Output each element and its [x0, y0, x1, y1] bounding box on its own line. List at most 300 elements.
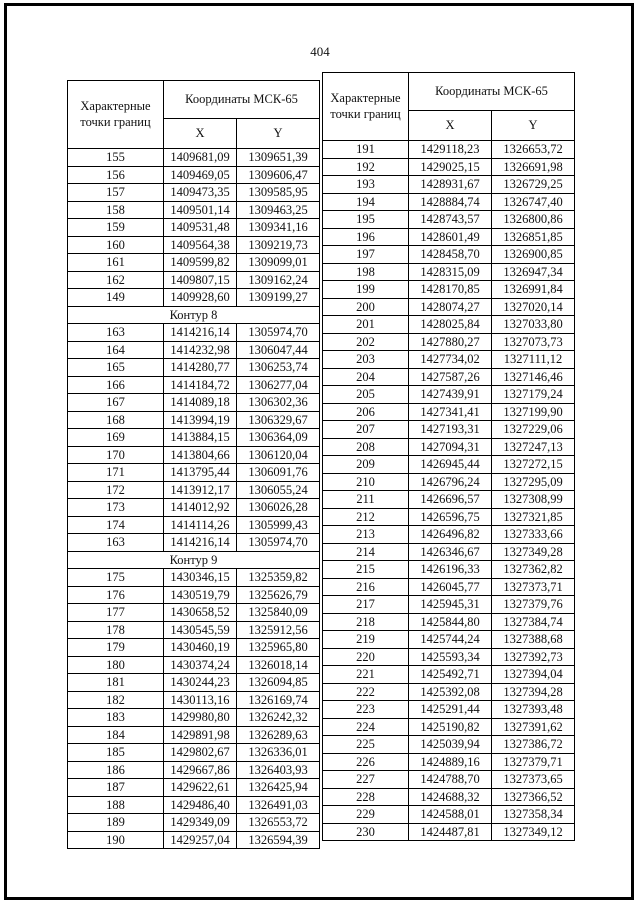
y-cell: 1306277,04	[237, 376, 320, 394]
x-cell: 1428458,70	[409, 246, 492, 264]
y-cell: 1327146,46	[492, 368, 575, 386]
table-row	[323, 596, 575, 614]
point-cell: 200	[323, 298, 409, 316]
x-cell: 1409469,05	[164, 166, 237, 184]
point-cell: 164	[68, 341, 164, 359]
table-row	[323, 438, 575, 456]
point-cell: 217	[323, 596, 409, 614]
y-cell: 1327358,34	[492, 806, 575, 824]
x-cell: 1409531,48	[164, 219, 237, 237]
y-cell: 1309162,24	[237, 271, 320, 289]
y-cell: 1327349,12	[492, 823, 575, 841]
header-points: Характерные точки границ	[323, 73, 409, 141]
point-cell: 160	[68, 236, 164, 254]
y-cell: 1327333,66	[492, 526, 575, 544]
y-cell: 1327391,62	[492, 718, 575, 736]
point-cell: 175	[68, 569, 164, 587]
point-cell: 201	[323, 316, 409, 334]
y-cell: 1325840,09	[237, 604, 320, 622]
table-row	[323, 141, 575, 159]
x-cell: 1427341,41	[409, 403, 492, 421]
table-row	[323, 473, 575, 491]
x-cell: 1414089,18	[164, 394, 237, 412]
header-y: Y	[237, 119, 320, 149]
point-cell: 218	[323, 613, 409, 631]
point-cell: 189	[68, 814, 164, 832]
x-cell: 1414232,98	[164, 341, 237, 359]
y-cell: 1327373,71	[492, 578, 575, 596]
table-row	[323, 456, 575, 474]
y-cell: 1326947,34	[492, 263, 575, 281]
x-cell: 1414216,14	[164, 534, 237, 552]
table-row	[323, 823, 575, 841]
point-cell: 180	[68, 656, 164, 674]
y-cell: 1327179,24	[492, 386, 575, 404]
header-points: Характерные точки границ	[68, 81, 164, 149]
y-cell: 1326747,40	[492, 193, 575, 211]
table-row	[323, 421, 575, 439]
table-row	[68, 289, 320, 307]
contour-label: Контур 9	[68, 551, 320, 569]
x-cell: 1427094,31	[409, 438, 492, 456]
point-cell: 197	[323, 246, 409, 264]
x-cell: 1424688,32	[409, 788, 492, 806]
table-row	[323, 403, 575, 421]
y-cell: 1309099,01	[237, 254, 320, 272]
table-row	[68, 481, 320, 499]
point-cell: 226	[323, 753, 409, 771]
table-row	[68, 464, 320, 482]
x-cell: 1425593,34	[409, 648, 492, 666]
header-coordinates: Координаты МСК-65	[164, 81, 320, 119]
table-row	[68, 621, 320, 639]
y-cell: 1306091,76	[237, 464, 320, 482]
point-cell: 149	[68, 289, 164, 307]
x-cell: 1409928,60	[164, 289, 237, 307]
x-cell: 1430658,52	[164, 604, 237, 622]
x-cell: 1426045,77	[409, 578, 492, 596]
y-cell: 1326242,32	[237, 709, 320, 727]
point-cell: 194	[323, 193, 409, 211]
x-cell: 1424889,16	[409, 753, 492, 771]
x-cell: 1414114,26	[164, 516, 237, 534]
x-cell: 1430545,59	[164, 621, 237, 639]
y-cell: 1309606,47	[237, 166, 320, 184]
point-cell: 210	[323, 473, 409, 491]
point-cell: 193	[323, 176, 409, 194]
table-row	[68, 831, 320, 849]
y-cell: 1326594,39	[237, 831, 320, 849]
y-cell: 1327388,68	[492, 631, 575, 649]
x-cell: 1427880,27	[409, 333, 492, 351]
point-cell: 184	[68, 726, 164, 744]
x-cell: 1409564,38	[164, 236, 237, 254]
x-cell: 1428931,67	[409, 176, 492, 194]
y-cell: 1326403,93	[237, 761, 320, 779]
y-cell: 1327373,65	[492, 771, 575, 789]
header-x: X	[409, 111, 492, 141]
table-row	[68, 201, 320, 219]
point-cell: 205	[323, 386, 409, 404]
y-cell: 1309585,95	[237, 184, 320, 202]
y-cell: 1327393,48	[492, 701, 575, 719]
y-cell: 1305974,70	[237, 534, 320, 552]
point-cell: 171	[68, 464, 164, 482]
table-row	[323, 683, 575, 701]
table-row	[323, 666, 575, 684]
y-cell: 1326991,84	[492, 281, 575, 299]
x-cell: 1430374,24	[164, 656, 237, 674]
y-cell: 1327272,15	[492, 456, 575, 474]
point-cell: 228	[323, 788, 409, 806]
point-cell: 170	[68, 446, 164, 464]
y-cell: 1327111,12	[492, 351, 575, 369]
table-row	[68, 324, 320, 342]
y-cell: 1327229,06	[492, 421, 575, 439]
table-row	[68, 341, 320, 359]
y-cell: 1306329,67	[237, 411, 320, 429]
table-row	[68, 359, 320, 377]
table-row	[323, 526, 575, 544]
x-cell: 1429802,67	[164, 744, 237, 762]
point-cell: 157	[68, 184, 164, 202]
y-cell: 1305974,70	[237, 324, 320, 342]
table-row	[323, 351, 575, 369]
x-cell: 1428884,74	[409, 193, 492, 211]
x-cell: 1413795,44	[164, 464, 237, 482]
x-cell: 1409807,15	[164, 271, 237, 289]
x-cell: 1425744,24	[409, 631, 492, 649]
point-cell: 186	[68, 761, 164, 779]
y-cell: 1306026,28	[237, 499, 320, 517]
table-row	[68, 271, 320, 289]
page-number: 404	[310, 44, 330, 59]
table-row	[68, 656, 320, 674]
x-cell: 1427193,31	[409, 421, 492, 439]
x-cell: 1430346,15	[164, 569, 237, 587]
y-cell: 1327384,74	[492, 613, 575, 631]
x-cell: 1428025,84	[409, 316, 492, 334]
table-row	[323, 211, 575, 229]
x-cell: 1430519,79	[164, 586, 237, 604]
coordinates-table-left	[67, 80, 320, 849]
x-cell: 1428315,09	[409, 263, 492, 281]
y-cell: 1306302,36	[237, 394, 320, 412]
point-cell: 181	[68, 674, 164, 692]
y-cell: 1327394,04	[492, 666, 575, 684]
y-cell: 1309199,27	[237, 289, 320, 307]
table-row	[68, 376, 320, 394]
table-row	[323, 631, 575, 649]
point-cell: 202	[323, 333, 409, 351]
y-cell: 1327386,72	[492, 736, 575, 754]
table-row	[68, 184, 320, 202]
table-row	[68, 604, 320, 622]
table-row	[323, 648, 575, 666]
x-cell: 1409599,82	[164, 254, 237, 272]
point-cell: 199	[323, 281, 409, 299]
y-cell: 1326800,86	[492, 211, 575, 229]
point-cell: 208	[323, 438, 409, 456]
point-cell: 203	[323, 351, 409, 369]
point-cell: 178	[68, 621, 164, 639]
table-row	[323, 561, 575, 579]
point-cell: 156	[68, 166, 164, 184]
table-row	[323, 701, 575, 719]
point-cell: 222	[323, 683, 409, 701]
x-cell: 1430460,19	[164, 639, 237, 657]
x-cell: 1425945,31	[409, 596, 492, 614]
y-cell: 1327392,73	[492, 648, 575, 666]
point-cell: 204	[323, 368, 409, 386]
table-row	[323, 228, 575, 246]
header-x: X	[164, 119, 237, 149]
y-cell: 1306120,04	[237, 446, 320, 464]
y-cell: 1326553,72	[237, 814, 320, 832]
table-row	[68, 516, 320, 534]
y-cell: 1327295,09	[492, 473, 575, 491]
point-cell: 172	[68, 481, 164, 499]
point-cell: 183	[68, 709, 164, 727]
x-cell: 1429622,61	[164, 779, 237, 797]
x-cell: 1426696,57	[409, 491, 492, 509]
y-cell: 1327199,90	[492, 403, 575, 421]
table-row	[68, 429, 320, 447]
point-cell: 192	[323, 158, 409, 176]
y-cell: 1327366,52	[492, 788, 575, 806]
x-cell: 1424487,81	[409, 823, 492, 841]
y-cell: 1306253,74	[237, 359, 320, 377]
table-row	[68, 499, 320, 517]
y-cell: 1327073,73	[492, 333, 575, 351]
point-cell: 173	[68, 499, 164, 517]
y-cell: 1325359,82	[237, 569, 320, 587]
header-coordinates: Координаты МСК-65	[409, 73, 575, 111]
point-cell: 206	[323, 403, 409, 421]
table-row	[323, 263, 575, 281]
table-row	[68, 744, 320, 762]
y-cell: 1327321,85	[492, 508, 575, 526]
y-cell: 1309219,73	[237, 236, 320, 254]
y-cell: 1326729,25	[492, 176, 575, 194]
point-cell: 230	[323, 823, 409, 841]
table-row	[68, 534, 320, 552]
x-cell: 1426596,75	[409, 508, 492, 526]
x-cell: 1428074,27	[409, 298, 492, 316]
y-cell: 1327247,13	[492, 438, 575, 456]
table-row	[323, 193, 575, 211]
point-cell: 219	[323, 631, 409, 649]
x-cell: 1429118,23	[409, 141, 492, 159]
table-row	[323, 508, 575, 526]
y-cell: 1327394,28	[492, 683, 575, 701]
x-cell: 1429486,40	[164, 796, 237, 814]
y-cell: 1326289,63	[237, 726, 320, 744]
y-cell: 1327379,76	[492, 596, 575, 614]
x-cell: 1409681,09	[164, 149, 237, 167]
point-cell: 163	[68, 534, 164, 552]
y-cell: 1326491,03	[237, 796, 320, 814]
x-cell: 1427734,02	[409, 351, 492, 369]
y-cell: 1326851,85	[492, 228, 575, 246]
table-row	[323, 806, 575, 824]
point-cell: 166	[68, 376, 164, 394]
point-cell: 207	[323, 421, 409, 439]
table-row	[323, 788, 575, 806]
table-row	[68, 586, 320, 604]
y-cell: 1326169,74	[237, 691, 320, 709]
x-cell: 1427587,26	[409, 368, 492, 386]
table-row	[68, 639, 320, 657]
point-cell: 215	[323, 561, 409, 579]
table-row	[323, 771, 575, 789]
table-row	[68, 569, 320, 587]
x-cell: 1426796,24	[409, 473, 492, 491]
y-cell: 1325626,79	[237, 586, 320, 604]
x-cell: 1424588,01	[409, 806, 492, 824]
table-row	[68, 709, 320, 727]
y-cell: 1326425,94	[237, 779, 320, 797]
x-cell: 1426945,44	[409, 456, 492, 474]
point-cell: 212	[323, 508, 409, 526]
point-cell: 158	[68, 201, 164, 219]
table-body-right	[323, 141, 575, 841]
x-cell: 1425190,82	[409, 718, 492, 736]
table-body-left	[68, 149, 320, 849]
table-row	[323, 158, 575, 176]
point-cell: 177	[68, 604, 164, 622]
x-cell: 1414184,72	[164, 376, 237, 394]
table-row	[68, 796, 320, 814]
y-cell: 1326653,72	[492, 141, 575, 159]
point-cell: 191	[323, 141, 409, 159]
point-cell: 162	[68, 271, 164, 289]
table-row	[68, 254, 320, 272]
x-cell: 1429667,86	[164, 761, 237, 779]
point-cell: 190	[68, 831, 164, 849]
point-cell: 225	[323, 736, 409, 754]
header-y: Y	[492, 111, 575, 141]
table-row	[323, 613, 575, 631]
y-cell: 1327308,99	[492, 491, 575, 509]
x-cell: 1428170,85	[409, 281, 492, 299]
y-cell: 1306364,09	[237, 429, 320, 447]
table-row	[68, 814, 320, 832]
coordinates-table-right	[322, 72, 575, 841]
table-row	[68, 219, 320, 237]
point-cell: 195	[323, 211, 409, 229]
point-cell: 159	[68, 219, 164, 237]
point-cell: 221	[323, 666, 409, 684]
point-cell: 188	[68, 796, 164, 814]
point-cell: 179	[68, 639, 164, 657]
y-cell: 1326018,14	[237, 656, 320, 674]
x-cell: 1413912,17	[164, 481, 237, 499]
x-cell: 1426346,67	[409, 543, 492, 561]
y-cell: 1327379,71	[492, 753, 575, 771]
x-cell: 1409473,35	[164, 184, 237, 202]
y-cell: 1327362,82	[492, 561, 575, 579]
y-cell: 1325912,56	[237, 621, 320, 639]
point-cell: 187	[68, 779, 164, 797]
x-cell: 1424788,70	[409, 771, 492, 789]
contour-row	[68, 306, 320, 324]
x-cell: 1425844,80	[409, 613, 492, 631]
table-row	[323, 333, 575, 351]
table-row	[323, 386, 575, 404]
table-row	[323, 753, 575, 771]
table-row	[323, 316, 575, 334]
point-cell: 161	[68, 254, 164, 272]
table-row	[323, 368, 575, 386]
y-cell: 1309651,39	[237, 149, 320, 167]
table-row	[68, 411, 320, 429]
point-cell: 224	[323, 718, 409, 736]
y-cell: 1325965,80	[237, 639, 320, 657]
y-cell: 1326094,85	[237, 674, 320, 692]
x-cell: 1426496,82	[409, 526, 492, 544]
y-cell: 1327020,14	[492, 298, 575, 316]
contour-label: Контур 8	[68, 306, 320, 324]
table-row	[68, 761, 320, 779]
point-cell: 185	[68, 744, 164, 762]
x-cell: 1429891,98	[164, 726, 237, 744]
y-cell: 1306047,44	[237, 341, 320, 359]
y-cell: 1309463,25	[237, 201, 320, 219]
table-row	[68, 166, 320, 184]
point-cell: 213	[323, 526, 409, 544]
x-cell: 1430113,16	[164, 691, 237, 709]
point-cell: 216	[323, 578, 409, 596]
table-row	[68, 394, 320, 412]
point-cell: 227	[323, 771, 409, 789]
x-cell: 1413994,19	[164, 411, 237, 429]
point-cell: 229	[323, 806, 409, 824]
point-cell: 174	[68, 516, 164, 534]
table-row	[68, 149, 320, 167]
x-cell: 1413804,66	[164, 446, 237, 464]
point-cell: 167	[68, 394, 164, 412]
table-row	[323, 246, 575, 264]
table-row	[323, 578, 575, 596]
table-row	[68, 726, 320, 744]
x-cell: 1428743,57	[409, 211, 492, 229]
y-cell: 1306055,24	[237, 481, 320, 499]
x-cell: 1413884,15	[164, 429, 237, 447]
table-row	[68, 236, 320, 254]
table-row	[323, 491, 575, 509]
contour-row	[68, 551, 320, 569]
y-cell: 1309341,16	[237, 219, 320, 237]
y-cell: 1326336,01	[237, 744, 320, 762]
y-cell: 1327349,28	[492, 543, 575, 561]
x-cell: 1429257,04	[164, 831, 237, 849]
x-cell: 1425392,08	[409, 683, 492, 701]
x-cell: 1425492,71	[409, 666, 492, 684]
point-cell: 176	[68, 586, 164, 604]
x-cell: 1428601,49	[409, 228, 492, 246]
point-cell: 209	[323, 456, 409, 474]
point-cell: 198	[323, 263, 409, 281]
table-row	[323, 736, 575, 754]
table-row	[323, 718, 575, 736]
table-row	[323, 298, 575, 316]
x-cell: 1425039,94	[409, 736, 492, 754]
x-cell: 1426196,33	[409, 561, 492, 579]
point-cell: 168	[68, 411, 164, 429]
table-row	[323, 176, 575, 194]
x-cell: 1429025,15	[409, 158, 492, 176]
